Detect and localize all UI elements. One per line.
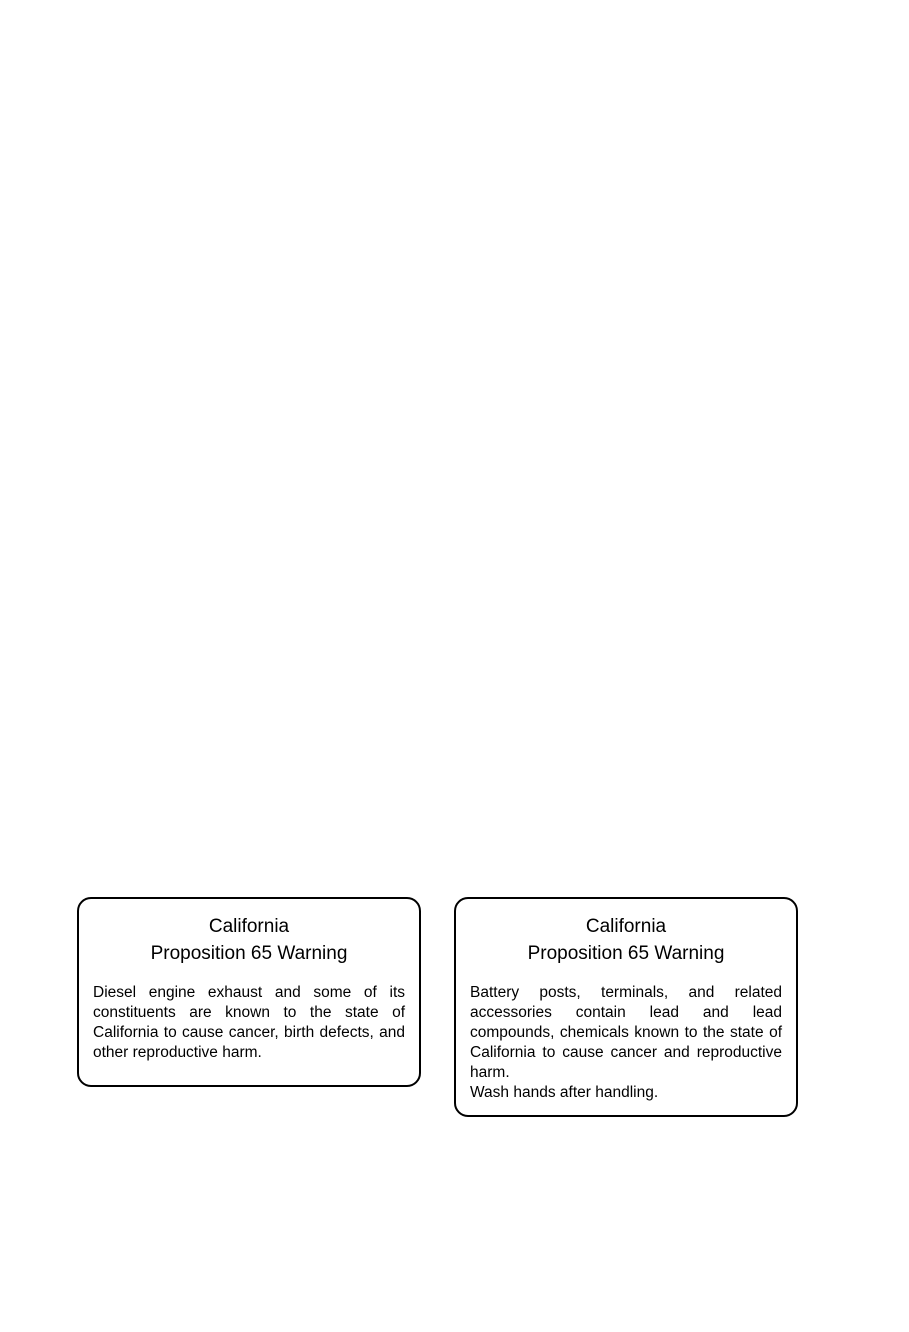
battery-warning-body-extra: Wash hands after handling.: [470, 1084, 659, 1101]
battery-warning-title-line-1: California: [585, 916, 667, 937]
california-prop-65-battery-warning-box: [454, 897, 798, 1117]
battery-warning-body: Battery posts, terminals, and related accessories contain lead and lead compounds, chemicals known to the state of California to cause cancer and reproductive harm.: [470, 984, 782, 1081]
battery-warning-title-line-2: Proposition 65 Warning: [527, 943, 725, 964]
diesel-warning-title-line-1: California: [208, 916, 290, 937]
diesel-warning-body: Diesel engine exhaust and some of its constituents are known to the state of California to cause cancer, birth defects, and other reproductive harm.: [93, 984, 405, 1061]
california-prop-65-diesel-warning-box: [77, 897, 421, 1087]
diesel-warning-title-line-2: Proposition 65 Warning: [150, 943, 348, 964]
